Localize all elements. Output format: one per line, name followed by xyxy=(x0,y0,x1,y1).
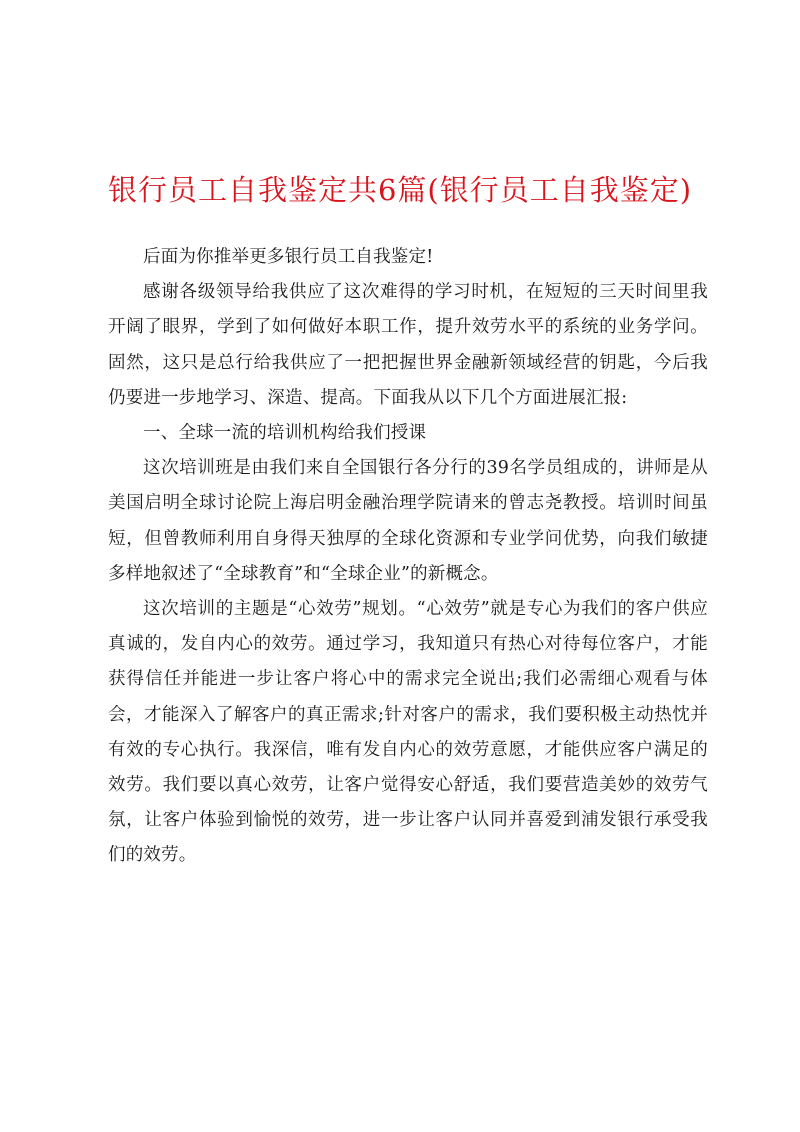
paragraph-thanks: 感谢各级领导给我供应了这次难得的学习时机，在短短的三天时间里我开阔了眼界，学到了如何做好本职工作，提升效劳水平的系统的业务学问。固然，这只是总行给我供应了一把把握世界金融新领域经营的钥匙，今后我仍要进一步地学习、深造、提高。下面我从以下几个方面进展汇报: xyxy=(108,282,708,408)
document-title: 银行员工自我鉴定共6篇(银行员工自我鉴定) xyxy=(107,173,693,207)
section-heading: 一、全球一流的培训机构给我们授课 xyxy=(143,423,427,444)
document-body xyxy=(108,240,708,874)
paragraph-intro: 后面为你推举更多银行员工自我鉴定! xyxy=(143,247,434,267)
paragraph-training-class: 这次培训班是由我们来自全国银行各分行的39名学员组成的，讲师是从美国启明全球讨论院上海启明金融治理学院请来的曾志尧教授。培训时间虽短，但曾教师利用自身得天独厚的全球化资源和专业学问优势，向我们敏捷多样地叙述了“全球教育”和“全球企业”的新概念。 xyxy=(108,458,708,584)
paragraph-service-theme: 这次培训的主题是“心效劳”规划。“心效劳”就是专心为我们的客户供应真诚的，发自内心的效劳。通过学习，我知道只有热心对待每位客户，才能获得信任并能进一步让客户将心中的需求完全说出;我们必需细心观看与体会，才能深入了解客户的真正需求;针对客户的需求，我们要积极主动热忱并有效的专心执行。我深信，唯有发自内心的效劳意愿，才能供应客户满足的效劳。我们要以真心效劳，让客户觉得安心舒适，我们要营造美妙的效劳气氛，让客户体验到愉悦的效劳，进一步让客户认同并喜爱到浦发银行承受我们的效劳。 xyxy=(108,599,708,866)
